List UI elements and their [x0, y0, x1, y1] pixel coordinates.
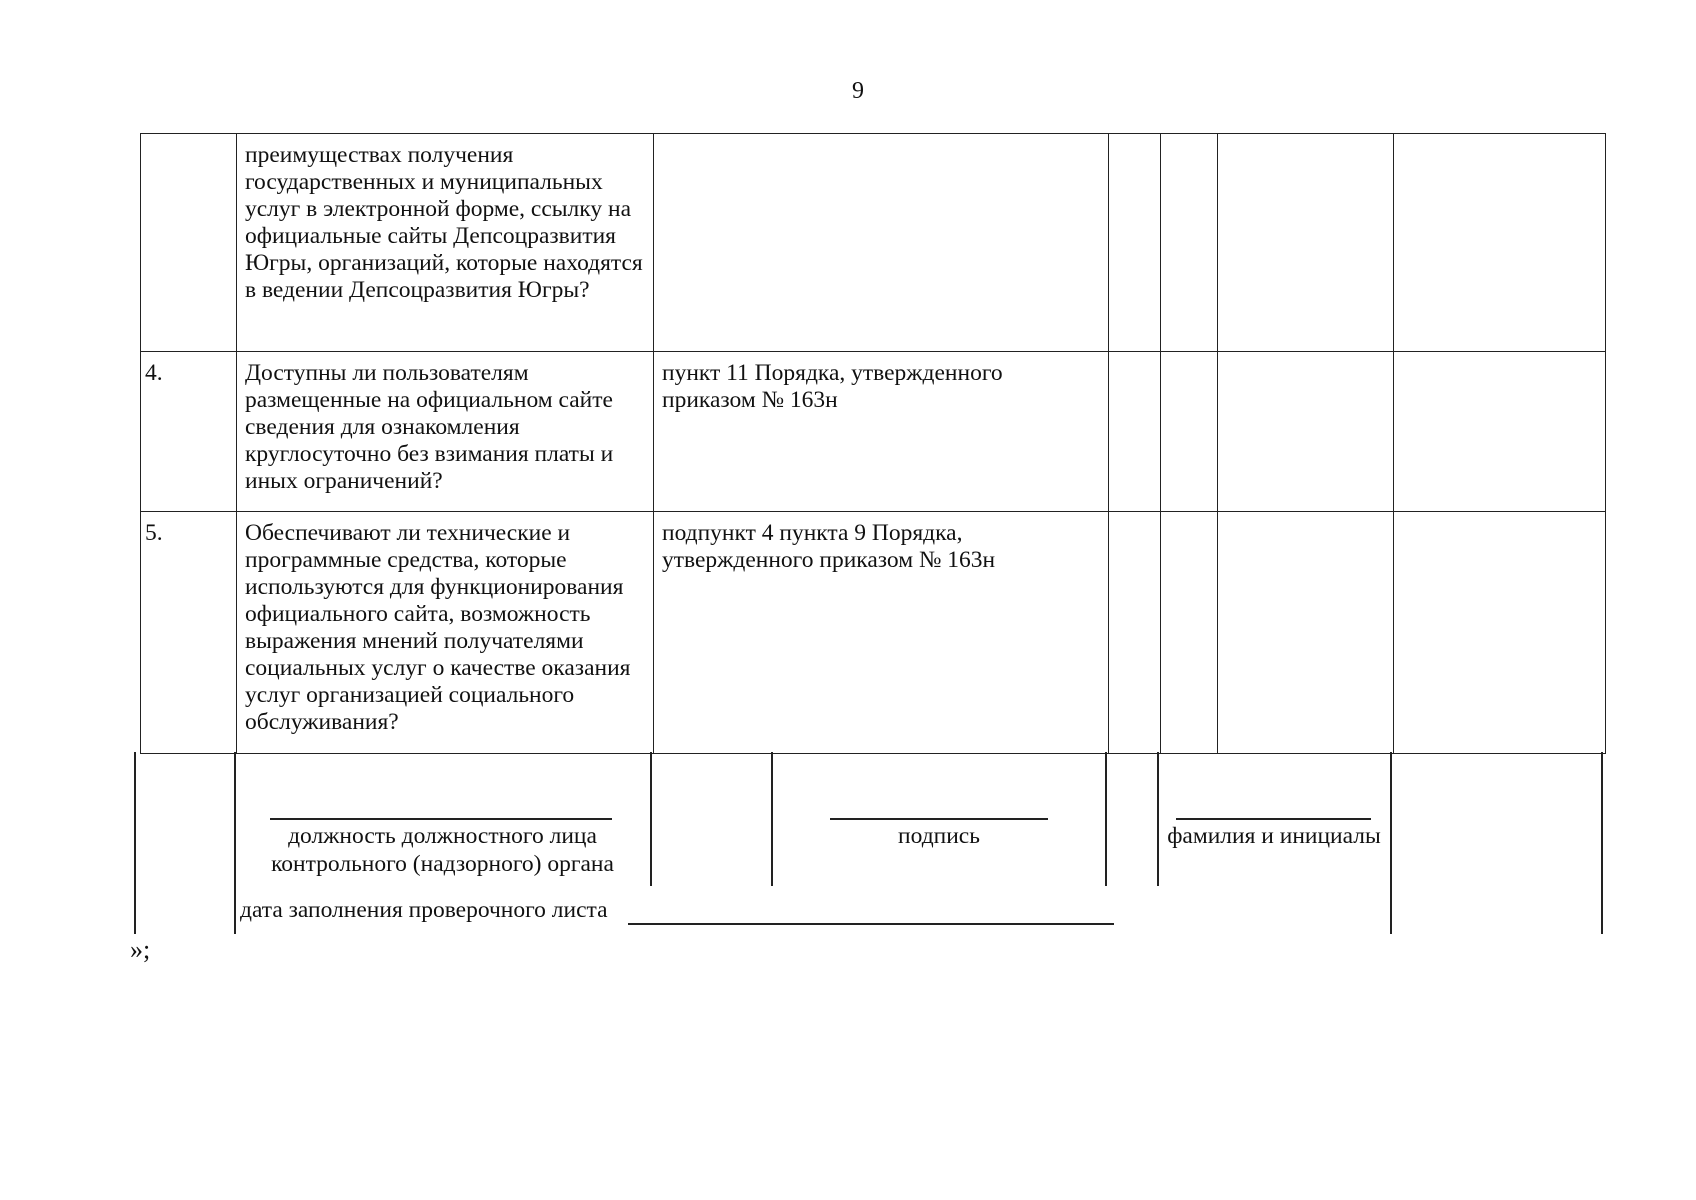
footer-border-right — [1601, 752, 1603, 934]
answer-cell-na — [1218, 134, 1394, 352]
question-cell: Обеспечивают ли технические и программные средства, которые используются для функционирования официального сайта, возможность выражения мнений получателями социальных услуг о качестве оказания услуг организацией социального обслуживания? — [237, 512, 654, 754]
footer-border-inner — [234, 752, 236, 934]
answer-cell-no — [1161, 352, 1218, 512]
answer-cell-no — [1161, 512, 1218, 754]
signature-line — [830, 818, 1048, 820]
footer-divider — [1157, 752, 1159, 886]
row-number: 4. — [141, 352, 237, 512]
reference-cell: пункт 11 Порядка, утвержденного приказом № 163н — [654, 352, 1109, 512]
notes-cell — [1394, 512, 1606, 754]
notes-cell — [1394, 352, 1606, 512]
position-signature-line — [270, 818, 612, 820]
answer-cell-yes — [1109, 512, 1161, 754]
date-label: дата заполнения проверочного листа — [240, 897, 608, 923]
answer-cell-na — [1218, 352, 1394, 512]
table-row — [141, 134, 1606, 352]
answer-cell-na — [1218, 512, 1394, 754]
row-number: 5. — [141, 512, 237, 754]
footer-divider — [650, 752, 652, 886]
footer-divider — [1105, 752, 1107, 886]
table-row — [141, 352, 1606, 512]
footer-divider — [771, 752, 773, 886]
closing-quote-mark: »; — [130, 935, 151, 964]
reference-cell: подпункт 4 пункта 9 Порядка, утвержденного приказом № 163н — [654, 512, 1109, 754]
question-cell: Доступны ли пользователям размещенные на официальном сайте сведения для ознакомления круглосуточно без взимания платы и иных ограничений? — [237, 352, 654, 512]
signature-caption: подпись — [898, 823, 980, 849]
reference-cell — [654, 134, 1109, 352]
position-caption: должность должностного лица контрольного (надзорного) органа — [271, 823, 614, 877]
answer-cell-yes — [1109, 352, 1161, 512]
answer-cell-yes — [1109, 134, 1161, 352]
question-cell: преимуществах получения государственных и муниципальных услуг в электронной форме, ссылку на официальные сайты Депсоцразвития Югры, организаций, которые находятся в ведении Депсоцразвития Югры? — [237, 134, 654, 352]
answer-cell-no — [1161, 134, 1218, 352]
row-number — [141, 134, 237, 352]
name-caption: фамилия и инициалы — [1167, 823, 1381, 849]
page-number: 9 — [852, 78, 864, 104]
footer-border-left — [134, 752, 136, 934]
notes-cell — [1394, 134, 1606, 352]
footer-border-notes — [1390, 752, 1392, 934]
name-signature-line — [1176, 818, 1371, 820]
date-line — [628, 923, 1114, 925]
checklist-table — [140, 133, 1606, 754]
table-row — [141, 512, 1606, 754]
